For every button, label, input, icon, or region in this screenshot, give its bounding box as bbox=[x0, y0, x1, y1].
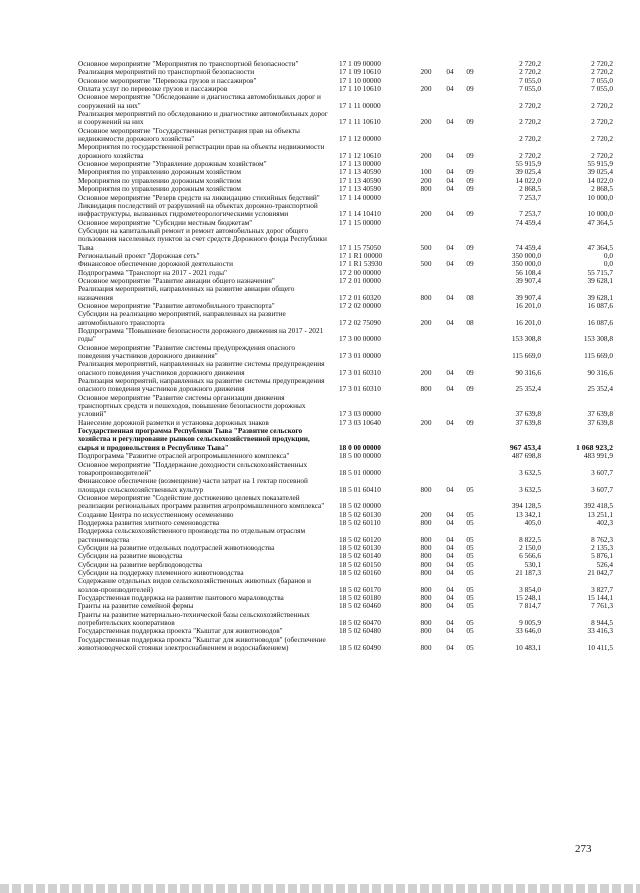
row-section: 04 bbox=[446, 643, 454, 653]
row-expense-type: 200 bbox=[420, 417, 432, 427]
row-amount-year1: 90 316,6 bbox=[515, 367, 541, 377]
row-amount-year1: 2 868,5 bbox=[519, 184, 541, 194]
row-target-code: 17 1 12 00000 bbox=[339, 134, 381, 144]
row-expense-type: 800 bbox=[420, 584, 432, 594]
table-row bbox=[0, 636, 640, 653]
row-amount-year2: 13 251,1 bbox=[587, 509, 613, 519]
row-description: Поддержка сельскохозяйственного производства по отдельным отраслям растениеводства bbox=[78, 526, 306, 544]
row-expense-type: 200 bbox=[420, 117, 432, 127]
row-amount-year1: 153 308,8 bbox=[511, 334, 541, 344]
row-description: Субсидии на реализацию мероприятий, направленных на развитие автомобильного транспорта bbox=[78, 309, 286, 327]
row-amount-year2: 47 364,5 bbox=[587, 217, 613, 227]
row-description: Мероприятия по управлению дорожным хозяйством bbox=[78, 184, 242, 194]
row-target-code: 17 1 12 10610 bbox=[339, 150, 381, 160]
row-description: Основное мероприятие "Перевозка грузов и пассажиров" bbox=[78, 75, 257, 85]
row-subsection: 09 bbox=[466, 175, 474, 185]
row-subsection: 09 bbox=[466, 84, 474, 94]
row-description: Государственная поддержка проекта "Кыштаг для животноводов" bbox=[78, 626, 283, 636]
row-target-code: 18 5 02 60170 bbox=[339, 584, 381, 594]
row-subsection: 09 bbox=[466, 150, 474, 160]
row-description: Нанесение дорожной разметки и установка дорожных знаков bbox=[78, 417, 269, 427]
row-description: Финансовое обеспечение (возмещение) части затрат на 1 гектар посевной площади сельскохозяйственных культур bbox=[78, 476, 308, 494]
row-amount-year1: 487 698,8 bbox=[511, 451, 541, 461]
row-description: Мероприятия по управлению дорожным хозяйством bbox=[78, 175, 242, 185]
row-subsection: 05 bbox=[466, 551, 474, 561]
row-amount-year1: 2 720,2 bbox=[519, 134, 541, 144]
row-section: 04 bbox=[446, 242, 454, 252]
row-section: 04 bbox=[446, 601, 454, 611]
row-amount-year2: 5 876,1 bbox=[591, 551, 613, 561]
row-section: 04 bbox=[446, 551, 454, 561]
row-amount-year1: 2 720,2 bbox=[519, 59, 541, 68]
row-section: 04 bbox=[446, 67, 454, 77]
row-amount-year1: 74 459,4 bbox=[515, 242, 541, 252]
row-expense-type: 800 bbox=[420, 618, 432, 628]
row-expense-type: 800 bbox=[420, 643, 432, 653]
row-amount-year1: 55 915,9 bbox=[515, 159, 541, 169]
row-amount-year1: 10 483,1 bbox=[515, 643, 541, 653]
row-target-code: 17 1 R1 00000 bbox=[339, 250, 383, 260]
row-amount-year1: 3 854,0 bbox=[519, 584, 541, 594]
row-subsection: 09 bbox=[466, 209, 474, 219]
row-amount-year2: 2 868,5 bbox=[591, 184, 613, 194]
row-subsection: 05 bbox=[466, 626, 474, 636]
row-amount-year1: 14 022,0 bbox=[515, 175, 541, 185]
row-description: Основное мероприятие "Резерв средств на ликвидацию стихийных бедствий" bbox=[78, 192, 320, 202]
row-section: 04 bbox=[446, 593, 454, 602]
row-target-code: 17 3 01 60310 bbox=[339, 367, 381, 377]
row-expense-type: 200 bbox=[420, 67, 432, 77]
row-section: 04 bbox=[446, 618, 454, 628]
row-target-code: 18 5 02 60180 bbox=[339, 593, 381, 602]
row-amount-year2: 526,4 bbox=[596, 559, 613, 569]
row-description: Субсидии на развитие отдельных подотраслей животноводства bbox=[78, 542, 275, 552]
row-target-code: 17 1 13 40590 bbox=[339, 167, 381, 177]
row-description: Гранты на развитие материально-технической базы сельскохозяйственных потребительских кооперативов bbox=[78, 609, 310, 628]
row-amount-year2: 2 720,2 bbox=[591, 117, 613, 127]
row-target-code: 18 5 02 60110 bbox=[339, 517, 381, 527]
row-subsection: 05 bbox=[466, 584, 474, 594]
row-subsection: 09 bbox=[466, 259, 474, 269]
row-expense-type: 200 bbox=[420, 84, 432, 94]
row-target-code: 18 5 02 60150 bbox=[339, 559, 381, 569]
row-subsection: 09 bbox=[466, 367, 474, 377]
row-description: Основное мероприятие "Развитие автомобильного транспорта" bbox=[78, 300, 275, 310]
row-amount-year2: 153 308,8 bbox=[583, 334, 613, 344]
row-target-code: 17 2 01 60320 bbox=[339, 292, 381, 302]
row-section: 04 bbox=[446, 259, 454, 269]
row-section: 04 bbox=[446, 584, 454, 594]
row-target-code: 17 1 14 10410 bbox=[339, 209, 381, 219]
row-amount-year2: 8 762,3 bbox=[591, 534, 613, 544]
row-target-code: 18 5 02 00000 bbox=[339, 501, 381, 511]
table-row bbox=[0, 394, 640, 419]
row-subsection: 05 bbox=[466, 618, 474, 628]
row-subsection: 09 bbox=[466, 184, 474, 194]
row-section: 04 bbox=[446, 317, 454, 327]
row-description: Субсидии на развитие верблюдоводства bbox=[78, 559, 203, 569]
table-row bbox=[0, 494, 640, 511]
row-description: Финансовое обеспечение дорожной деятельности bbox=[78, 259, 234, 269]
row-amount-year2: 39 628,1 bbox=[587, 292, 613, 302]
row-target-code: 18 5 02 60120 bbox=[339, 534, 381, 544]
row-target-code: 17 1 15 00000 bbox=[339, 217, 381, 227]
row-amount-year2: 2 135,3 bbox=[591, 542, 613, 552]
row-expense-type: 100 bbox=[420, 167, 432, 177]
row-description: Региональный проект "Дорожная сеть" bbox=[78, 250, 200, 260]
row-amount-year2: 8 944,5 bbox=[591, 618, 613, 628]
row-target-code: 17 2 01 00000 bbox=[339, 275, 381, 285]
row-subsection: 05 bbox=[466, 559, 474, 569]
row-target-code: 17 1 R1 53930 bbox=[339, 259, 383, 269]
table-row bbox=[0, 377, 640, 394]
table-row bbox=[0, 461, 640, 478]
row-amount-year2: 14 022,0 bbox=[587, 175, 613, 185]
table-row bbox=[0, 577, 640, 594]
row-amount-year1: 7 055,0 bbox=[519, 84, 541, 94]
row-target-code: 17 1 11 00000 bbox=[339, 100, 381, 110]
table-row bbox=[0, 611, 640, 628]
page-number: 273 bbox=[575, 843, 592, 855]
row-target-code: 17 2 02 00000 bbox=[339, 300, 381, 310]
row-amount-year1: 39 907,4 bbox=[515, 275, 541, 285]
table-row bbox=[0, 127, 640, 144]
row-description: Мероприятия по управлению дорожным хозяйством bbox=[78, 167, 242, 177]
row-amount-year2: 39 628,1 bbox=[587, 275, 613, 285]
row-section: 04 bbox=[446, 292, 454, 302]
row-amount-year1: 2 150,0 bbox=[519, 542, 541, 552]
row-target-code: 17 2 00 00000 bbox=[339, 267, 381, 277]
row-description: Государственная поддержка проекта "Кыштаг для животноводов" (обеспечение животноводческой стоянки электроснабжением и водоснабжением) bbox=[78, 634, 326, 653]
table-row bbox=[0, 427, 640, 452]
row-description: Основное мероприятие "Развитие системы предупреждения опасного поведения участников дорожного движения" bbox=[78, 342, 296, 361]
row-expense-type: 800 bbox=[420, 534, 432, 544]
row-subsection: 05 bbox=[466, 643, 474, 653]
row-target-code: 17 3 01 00000 bbox=[339, 351, 381, 361]
row-section: 04 bbox=[446, 150, 454, 160]
row-target-code: 17 2 02 75090 bbox=[339, 317, 381, 327]
row-amount-year2: 55 715,7 bbox=[587, 267, 613, 277]
row-section: 04 bbox=[446, 384, 454, 394]
row-amount-year1: 37 639,8 bbox=[515, 409, 541, 419]
row-section: 04 bbox=[446, 626, 454, 636]
row-amount-year1: 350 000,0 bbox=[511, 250, 541, 260]
row-amount-year2: 21 042,7 bbox=[587, 567, 613, 577]
row-subsection: 09 bbox=[466, 417, 474, 427]
row-amount-year2: 90 316,6 bbox=[587, 367, 613, 377]
row-description: Создание Центра по искусственному осеменению bbox=[78, 509, 234, 519]
row-expense-type: 800 bbox=[420, 551, 432, 561]
table-row bbox=[0, 360, 640, 377]
row-description: Содержание отдельных видов сельскохозяйственных животных (баранов и козлов-производителей) bbox=[78, 576, 312, 594]
row-amount-year1: 74 459,4 bbox=[515, 217, 541, 227]
row-target-code: 17 1 10 10610 bbox=[339, 84, 381, 94]
row-amount-year2: 47 364,5 bbox=[587, 242, 613, 252]
row-subsection: 05 bbox=[466, 534, 474, 544]
row-description: Реализация мероприятий, направленных на развитие системы предупреждения опасного поведения участников дорожного движения bbox=[78, 359, 325, 377]
row-amount-year1: 7 253,7 bbox=[519, 192, 541, 202]
row-section: 04 bbox=[446, 117, 454, 127]
row-amount-year1: 8 822,5 bbox=[519, 534, 541, 544]
row-description: Основное мероприятие "Содействие достижению целевых показателей реализации региональных программ развития агропромышленного комплекса" bbox=[78, 492, 325, 511]
row-section: 04 bbox=[446, 84, 454, 94]
row-description: Субсидии на развитие яководства bbox=[78, 551, 183, 561]
row-description: Основное мероприятие "Мероприятия по транспортной безопасности" bbox=[78, 59, 299, 68]
row-amount-year2: 25 352,4 bbox=[587, 384, 613, 394]
row-expense-type: 800 bbox=[420, 484, 432, 494]
row-subsection: 08 bbox=[466, 317, 474, 327]
row-section: 04 bbox=[446, 567, 454, 577]
row-amount-year2: 55 915,9 bbox=[587, 159, 613, 169]
row-description: Субсидии на поддержку племенного животноводства bbox=[78, 567, 244, 577]
row-description: Основное мероприятие "Государственная регистрация прав на объекты недвижимости дорожного хозяйства" bbox=[78, 125, 300, 144]
row-amount-year2: 16 087,6 bbox=[587, 317, 613, 327]
row-expense-type: 800 bbox=[420, 292, 432, 302]
row-description: Реализация мероприятий, направленных на развитие системы предупреждения опасного поведения участников дорожного движения bbox=[78, 376, 325, 394]
row-amount-year2: 3 607,7 bbox=[591, 467, 613, 477]
row-amount-year2: 10 411,5 bbox=[587, 643, 613, 653]
table-row bbox=[0, 227, 640, 252]
row-amount-year2: 402,3 bbox=[596, 517, 613, 527]
row-expense-type: 800 bbox=[420, 601, 432, 611]
row-amount-year2: 7 761,3 bbox=[591, 601, 613, 611]
row-amount-year1: 7 253,7 bbox=[519, 209, 541, 219]
row-section: 04 bbox=[446, 417, 454, 427]
row-amount-year1: 3 632,5 bbox=[519, 484, 541, 494]
row-description: Реализация мероприятий по транспортной безопасности bbox=[78, 67, 255, 77]
row-expense-type: 800 bbox=[420, 184, 432, 194]
row-amount-year2: 0,0 bbox=[603, 250, 613, 260]
row-target-code: 17 1 10 00000 bbox=[339, 75, 381, 85]
row-target-code: 17 1 09 10610 bbox=[339, 67, 381, 77]
row-description: Ликвидация последствий от разрушений на объектах дорожно-транспортной инфраструктуры, вызванных гидрометеорологическими условиями bbox=[78, 200, 318, 219]
row-target-code: 17 1 13 40590 bbox=[339, 175, 381, 185]
row-amount-year2: 16 087,6 bbox=[587, 300, 613, 310]
row-target-code: 17 3 03 10640 bbox=[339, 417, 381, 427]
row-target-code: 18 5 02 60140 bbox=[339, 551, 381, 561]
row-amount-year1: 39 907,4 bbox=[515, 292, 541, 302]
row-amount-year2: 2 720,2 bbox=[591, 67, 613, 77]
table-row bbox=[0, 285, 640, 302]
row-amount-year2: 0,0 bbox=[603, 259, 613, 269]
row-subsection: 05 bbox=[466, 593, 474, 602]
row-subsection: 05 bbox=[466, 484, 474, 494]
row-expense-type: 800 bbox=[420, 559, 432, 569]
row-target-code: 18 5 02 60470 bbox=[339, 618, 381, 628]
row-section: 04 bbox=[446, 509, 454, 519]
row-amount-year1: 16 201,0 bbox=[515, 317, 541, 327]
row-amount-year2: 37 639,8 bbox=[587, 417, 613, 427]
row-target-code: 18 5 02 60130 bbox=[339, 509, 381, 519]
row-section: 04 bbox=[446, 542, 454, 552]
row-description: Гранты на развитие семейной фермы bbox=[78, 601, 194, 611]
row-description: Реализация мероприятий по обследованию и диагностике автомобильных дорог и сооружений на них bbox=[78, 109, 328, 127]
row-subsection: 05 bbox=[466, 567, 474, 577]
row-target-code: 17 1 15 75050 bbox=[339, 242, 381, 252]
row-description: Основное мероприятие "Развитие системы организации движения транспортных средств и пешеходов, повышение безопасности дорожных условий" bbox=[78, 392, 306, 419]
row-section: 04 bbox=[446, 534, 454, 544]
row-amount-year1: 2 720,2 bbox=[519, 67, 541, 77]
row-description: Поддержка развития элитного семеноводства bbox=[78, 517, 220, 527]
row-amount-year1: 56 108,4 bbox=[515, 267, 541, 277]
row-description: Подпрограмма "Транспорт на 2017 - 2021 годы" bbox=[78, 267, 227, 277]
row-description: Оплата услуг по перевозке грузов и пассажиров bbox=[78, 84, 228, 94]
row-subsection: 08 bbox=[466, 292, 474, 302]
row-description: Государственная программа Республики Тыва "Развитие сельского хозяйства и регулирование рынков сельскохозяйственной продукции, сырья и продовольствия в Республике Тыва" bbox=[78, 426, 310, 452]
row-description: Субсидии на капитальный ремонт и ремонт автомобильных дорог общего пользования населенных пунктов за счет средств Дорожного фонда Республики Тыва bbox=[78, 225, 327, 252]
table-row bbox=[0, 527, 640, 544]
row-expense-type: 200 bbox=[420, 209, 432, 219]
row-amount-year1: 967 453,4 bbox=[509, 442, 541, 452]
row-description: Реализация мероприятий, направленных на развитие авиации общего назначения bbox=[78, 284, 295, 302]
row-section: 04 bbox=[446, 559, 454, 569]
row-target-code: 18 0 00 00000 bbox=[339, 442, 381, 452]
row-target-code: 18 5 01 00000 bbox=[339, 467, 381, 477]
row-expense-type: 800 bbox=[420, 384, 432, 394]
row-amount-year1: 33 646,0 bbox=[515, 626, 541, 636]
row-target-code: 18 5 01 60410 bbox=[339, 484, 381, 494]
table-row bbox=[0, 344, 640, 361]
row-section: 04 bbox=[446, 367, 454, 377]
row-subsection: 09 bbox=[466, 117, 474, 127]
row-description: Основное мероприятие "Развитие авиации общего назначения" bbox=[78, 275, 275, 285]
row-amount-year2: 3 607,7 bbox=[591, 484, 613, 494]
table-row bbox=[0, 143, 640, 160]
row-expense-type: 800 bbox=[420, 517, 432, 527]
row-section: 04 bbox=[446, 517, 454, 527]
row-description: Основное мероприятие "Субсидии местным бюджетам" bbox=[78, 217, 253, 227]
row-amount-year1: 9 005,9 bbox=[519, 618, 541, 628]
row-expense-type: 200 bbox=[420, 367, 432, 377]
row-description: Подпрограмма "Развитие отраслей агропромышленного комплекса" bbox=[78, 451, 290, 461]
row-amount-year1: 350 000,0 bbox=[511, 259, 541, 269]
row-target-code: 18 5 02 60130 bbox=[339, 542, 381, 552]
row-expense-type: 500 bbox=[420, 242, 432, 252]
row-amount-year2: 15 144,1 bbox=[587, 593, 613, 602]
row-expense-type: 800 bbox=[420, 542, 432, 552]
row-expense-type: 200 bbox=[420, 509, 432, 519]
row-amount-year2: 10 000,0 bbox=[587, 209, 613, 219]
row-subsection: 09 bbox=[466, 167, 474, 177]
budget-table bbox=[0, 60, 640, 652]
row-amount-year2: 7 055,0 bbox=[591, 75, 613, 85]
table-row bbox=[0, 93, 640, 110]
row-subsection: 09 bbox=[466, 242, 474, 252]
row-subsection: 05 bbox=[466, 509, 474, 519]
row-amount-year2: 2 720,2 bbox=[591, 150, 613, 160]
row-target-code: 17 1 11 10610 bbox=[339, 117, 381, 127]
row-subsection: 09 bbox=[466, 67, 474, 77]
row-target-code: 17 3 03 00000 bbox=[339, 409, 381, 419]
row-amount-year1: 6 566,6 bbox=[519, 551, 541, 561]
row-description: Основное мероприятие "Управление дорожным хозяйством" bbox=[78, 159, 267, 169]
row-expense-type: 200 bbox=[420, 150, 432, 160]
row-amount-year1: 13 342,1 bbox=[515, 509, 541, 519]
row-target-code: 17 1 09 00000 bbox=[339, 59, 381, 68]
table-row bbox=[0, 327, 640, 344]
table-row bbox=[0, 477, 640, 494]
row-amount-year1: 39 025,4 bbox=[515, 167, 541, 177]
row-amount-year1: 37 639,8 bbox=[515, 417, 541, 427]
row-target-code: 18 5 02 60460 bbox=[339, 601, 381, 611]
row-amount-year2: 2 720,2 bbox=[591, 59, 613, 68]
row-subsection: 05 bbox=[466, 542, 474, 552]
row-target-code: 18 5 02 60490 bbox=[339, 643, 381, 653]
row-amount-year1: 2 720,2 bbox=[519, 117, 541, 127]
row-subsection: 09 bbox=[466, 384, 474, 394]
row-amount-year2: 392 418,5 bbox=[583, 501, 613, 511]
row-amount-year2: 483 991,9 bbox=[583, 451, 613, 461]
row-target-code: 18 5 02 60160 bbox=[339, 567, 381, 577]
row-target-code: 17 3 01 60310 bbox=[339, 384, 381, 394]
row-description: Государственная поддержка на развитие пантового мараловодства bbox=[78, 593, 284, 602]
row-amount-year2: 33 416,3 bbox=[587, 626, 613, 636]
row-expense-type: 200 bbox=[420, 317, 432, 327]
scan-edge-strip bbox=[0, 884, 640, 893]
row-section: 04 bbox=[446, 484, 454, 494]
row-amount-year1: 115 669,0 bbox=[512, 351, 541, 361]
row-amount-year2: 3 827,7 bbox=[591, 584, 613, 594]
row-amount-year2: 2 720,2 bbox=[591, 134, 613, 144]
row-amount-year1: 7 055,0 bbox=[519, 75, 541, 85]
row-amount-year1: 16 201,0 bbox=[515, 300, 541, 310]
row-section: 04 bbox=[446, 184, 454, 194]
row-target-code: 17 3 00 00000 bbox=[339, 334, 381, 344]
row-amount-year1: 394 128,5 bbox=[511, 501, 541, 511]
row-expense-type: 800 bbox=[420, 626, 432, 636]
row-amount-year2: 39 025,4 bbox=[587, 167, 613, 177]
row-subsection: 05 bbox=[466, 517, 474, 527]
row-section: 04 bbox=[446, 175, 454, 185]
table-row bbox=[0, 202, 640, 219]
row-amount-year2: 115 669,0 bbox=[584, 351, 613, 361]
row-target-code: 17 1 13 00000 bbox=[339, 159, 381, 169]
row-amount-year2: 7 055,0 bbox=[591, 84, 613, 94]
row-amount-year1: 2 720,2 bbox=[519, 150, 541, 160]
row-amount-year1: 7 814,7 bbox=[519, 601, 541, 611]
row-description: Основное мероприятие "Поддержание доходности сельскохозяйственных товаропроизводителей" bbox=[78, 459, 308, 477]
table-row bbox=[0, 310, 640, 327]
row-amount-year2: 10 000,0 bbox=[587, 192, 613, 202]
row-expense-type: 800 bbox=[420, 593, 432, 602]
row-amount-year1: 2 720,2 bbox=[519, 100, 541, 110]
row-description: Подпрограмма "Повышение безопасности дорожного движения на 2017 - 2021 годы" bbox=[78, 326, 324, 344]
row-description: Мероприятия по государственной регистрации прав на объекты недвижимости дорожного хозяйства bbox=[78, 142, 325, 160]
row-amount-year1: 405,0 bbox=[524, 517, 541, 527]
row-amount-year2: 2 720,2 bbox=[591, 100, 613, 110]
row-section: 04 bbox=[446, 209, 454, 219]
row-amount-year1: 3 632,5 bbox=[519, 467, 541, 477]
row-target-code: 17 1 14 00000 bbox=[339, 192, 381, 202]
row-section: 04 bbox=[446, 167, 454, 177]
row-subsection: 05 bbox=[466, 601, 474, 611]
row-amount-year1: 21 187,3 bbox=[515, 567, 541, 577]
table-row bbox=[0, 110, 640, 127]
row-description: Основное мероприятие "Обследование и диагностика автомобильных дорог и сооружений на них" bbox=[78, 92, 321, 110]
row-amount-year1: 25 352,4 bbox=[515, 384, 541, 394]
row-target-code: 17 1 13 40590 bbox=[339, 184, 381, 194]
row-target-code: 18 5 00 00000 bbox=[339, 451, 381, 461]
row-amount-year2: 37 639,8 bbox=[587, 409, 613, 419]
row-expense-type: 800 bbox=[420, 567, 432, 577]
row-amount-year1: 15 248,1 bbox=[515, 593, 541, 602]
row-target-code: 18 5 02 60480 bbox=[339, 626, 381, 636]
row-expense-type: 500 bbox=[420, 259, 432, 269]
row-expense-type: 200 bbox=[420, 175, 432, 185]
row-amount-year1: 530,1 bbox=[524, 559, 541, 569]
row-amount-year2: 1 068 923,2 bbox=[575, 442, 613, 452]
